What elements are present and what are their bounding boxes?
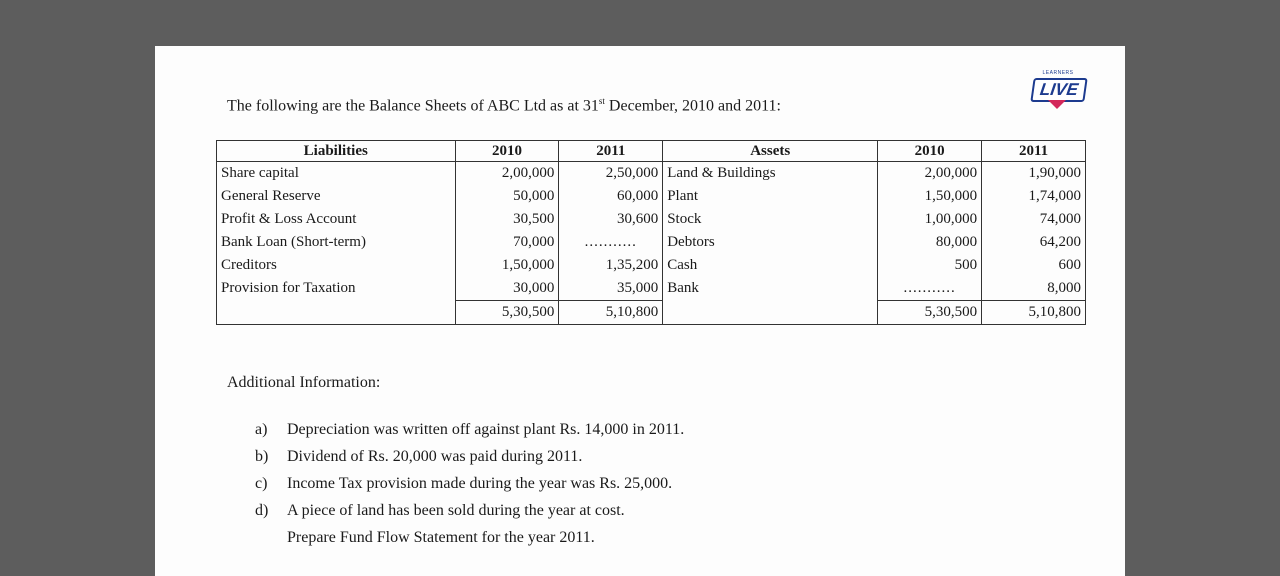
liability-2010-cell: 1,50,000	[455, 254, 559, 277]
additional-info-title: Additional Information:	[227, 374, 381, 391]
liability-2011-cell: 30,600	[559, 208, 663, 231]
liability-2010-cell: 70,000	[455, 231, 559, 254]
document-page	[155, 46, 1125, 576]
liability-2011-cell: 60,000	[559, 185, 663, 208]
list-item-label: d)	[255, 502, 269, 519]
header-2010-liab: 2010	[455, 141, 559, 162]
list-item	[255, 497, 684, 524]
liability-name-cell: Creditors	[217, 254, 456, 277]
asset-2010-cell: ...........	[878, 277, 982, 301]
asset-name-cell: Land & Buildings	[663, 162, 878, 186]
asset-name-cell: Stock	[663, 208, 878, 231]
list-item-text: Depreciation was written off against plant Rs. 14,000 in 2011.	[287, 421, 685, 438]
intro-text-part: The following are the Balance Sheets of ABC Ltd as at 31	[227, 97, 599, 115]
asset-2010-total: 5,30,500	[878, 301, 982, 325]
logo-text: LIVE	[1038, 80, 1080, 99]
liability-2011-cell: 35,000	[559, 277, 663, 301]
list-item-label	[255, 524, 287, 551]
list-item	[255, 524, 684, 551]
liability-name-cell: Bank Loan (Short-term)	[217, 231, 456, 254]
header-2010-assets: 2010	[878, 141, 982, 162]
header-2011-assets: 2011	[982, 141, 1086, 162]
table-row	[217, 208, 1086, 231]
logo-badge	[1030, 78, 1087, 102]
table-row	[217, 231, 1086, 254]
logo-brand-text: LEARNERS	[1042, 70, 1074, 76]
liability-2011-cell: ...........	[559, 231, 663, 254]
list-item-text: Prepare Fund Flow Statement for the year 2011.	[287, 529, 595, 546]
live-logo-icon	[1030, 68, 1086, 112]
list-item-text: Income Tax provision made during the year was Rs. 25,000.	[287, 475, 673, 492]
asset-2010-cell: 2,00,000	[878, 162, 982, 186]
asset-name-cell: Cash	[663, 254, 878, 277]
liability-name-cell: Provision for Taxation	[217, 277, 456, 301]
liability-2010-cell: 50,000	[455, 185, 559, 208]
list-item	[255, 470, 684, 497]
table-header-row	[217, 141, 1086, 162]
header-assets: Assets	[663, 141, 878, 162]
asset-2011-cell: 64,200	[982, 231, 1086, 254]
list-item-label: a)	[255, 421, 268, 438]
asset-2010-cell: 500	[878, 254, 982, 277]
asset-2010-cell: 1,50,000	[878, 185, 982, 208]
balance-sheet-table	[216, 140, 1086, 325]
liability-2010-cell: 2,00,000	[455, 162, 559, 186]
liability-2010-cell: 30,000	[455, 277, 559, 301]
list-item	[255, 416, 684, 443]
liability-2011-cell: 2,50,000	[559, 162, 663, 186]
liability-name-cell: Share capital	[217, 162, 456, 186]
additional-info-list	[255, 416, 684, 551]
logo-arrow-icon	[1048, 100, 1066, 109]
intro-text	[227, 96, 781, 115]
list-item-label: b)	[255, 448, 269, 465]
list-item-label: c)	[255, 475, 268, 492]
table-row	[217, 277, 1086, 301]
asset-2011-total: 5,10,800	[982, 301, 1086, 325]
list-item-text: A piece of land has been sold during the year at cost.	[287, 502, 625, 519]
header-2011-liab: 2011	[559, 141, 663, 162]
liability-name-total	[217, 301, 456, 325]
liability-2011-cell: 1,35,200	[559, 254, 663, 277]
asset-name-cell: Bank	[663, 277, 878, 301]
asset-2011-cell: 1,74,000	[982, 185, 1086, 208]
asset-2011-cell: 600	[982, 254, 1086, 277]
list-item-text: Dividend of Rs. 20,000 was paid during 2011.	[287, 448, 583, 465]
asset-2011-cell: 74,000	[982, 208, 1086, 231]
intro-text-part: December, 2010 and 2011:	[604, 97, 781, 115]
totals-row	[217, 301, 1086, 325]
table-row	[217, 162, 1086, 186]
asset-2010-cell: 1,00,000	[878, 208, 982, 231]
intro-superscript: st	[598, 96, 605, 106]
asset-name-total	[663, 301, 878, 325]
liability-name-cell: General Reserve	[217, 185, 456, 208]
asset-name-cell: Debtors	[663, 231, 878, 254]
table-row	[217, 185, 1086, 208]
asset-2011-cell: 1,90,000	[982, 162, 1086, 186]
liability-name-cell: Profit & Loss Account	[217, 208, 456, 231]
table-row	[217, 254, 1086, 277]
liability-2010-total: 5,30,500	[455, 301, 559, 325]
header-liabilities: Liabilities	[217, 141, 456, 162]
asset-2010-cell: 80,000	[878, 231, 982, 254]
list-item	[255, 443, 684, 470]
asset-name-cell: Plant	[663, 185, 878, 208]
liability-2011-total: 5,10,800	[559, 301, 663, 325]
asset-2011-cell: 8,000	[982, 277, 1086, 301]
liability-2010-cell: 30,500	[455, 208, 559, 231]
